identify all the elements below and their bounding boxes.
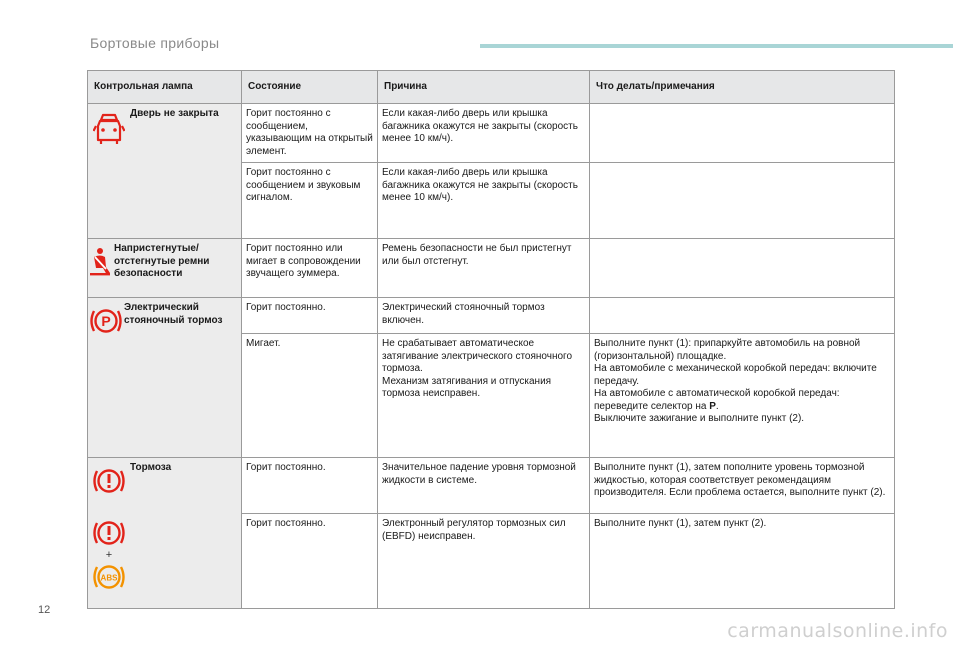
lamp-cell-seatbelt — [88, 239, 242, 298]
action-cell: Выполните пункт (1), затем пополните уровень тормозной жидкостью, которая соответствует рекомендациям производителя. Если проблема остается, выполните пункт (2). — [590, 458, 895, 514]
lamp-name: Тормоза — [130, 462, 172, 473]
column-header: Состояние — [242, 71, 378, 104]
table-row — [88, 239, 895, 298]
watermark: carmanualsonline.info — [727, 620, 948, 642]
seatbelt-icon — [88, 247, 114, 277]
action-cell — [590, 163, 895, 239]
state-cell: Горит постоянно. — [242, 458, 378, 514]
lamp-name: Напристегнутые/отстегнутые ремни безопасности — [114, 243, 210, 279]
state-cell: Горит постоянно с сообщением и звуковым сигналом. — [242, 163, 378, 239]
action-cell: Выполните пункт (1), затем пункт (2). — [590, 514, 895, 609]
action-cell — [590, 334, 895, 458]
cause-cell: Если какая-либо дверь или крышка багажника окажутся не закрыты (скорость менее 10 км/ч). — [378, 163, 590, 239]
action-cell — [590, 239, 895, 298]
lamp-cell-brakes — [88, 458, 242, 609]
lamp-cell-door — [88, 104, 242, 239]
brake-warning-icon — [91, 466, 127, 496]
cause-cell: Если какая-либо дверь или крышка багажника окажутся не закрыты (скорость менее 10 км/ч). — [378, 104, 590, 163]
plus-sign: + — [105, 549, 113, 561]
column-header: Причина — [378, 71, 590, 104]
svg-text:P: P — [101, 313, 111, 329]
state-cell: Горит постоянно. — [242, 514, 378, 609]
cause-cell: Значительное падение уровня тормозной жидкости в системе. — [378, 458, 590, 514]
action-line: Выполните пункт (1): припаркуйте автомобиль на ровной (горизонтальной) площадке. — [594, 338, 861, 362]
selector-suffix: . — [715, 400, 719, 412]
cause-line: Механизм затягивания и отпускания тормоза неисправен. — [382, 375, 552, 399]
action-cell — [590, 104, 895, 163]
selector-text: переведите селектор на — [594, 400, 707, 412]
lamp-name: Дверь не закрыта — [130, 108, 219, 119]
cause-line: Не срабатывает автоматическое затягивание электрического стояночного тормоза. — [382, 338, 573, 374]
column-header: Что делать/примечания — [590, 71, 895, 104]
abs-label: ABS — [100, 573, 118, 583]
action-line — [594, 401, 890, 414]
table-header-row — [88, 71, 895, 104]
action-line: На автомобиле с автоматической коробкой передач: — [594, 388, 840, 399]
abs-icon — [91, 562, 127, 592]
lamp-cell-parking-brake — [88, 298, 242, 458]
section-title: Бортовые приборы — [90, 35, 220, 51]
cause-cell: Электрический стояночный тормоз включен. — [378, 298, 590, 334]
brake-warning-icon — [91, 518, 127, 548]
cause-cell — [378, 334, 590, 458]
parking-brake-icon — [88, 306, 124, 336]
cause-cell: Электронный регулятор тормозных сил (EBFD) неисправен. — [378, 514, 590, 609]
table-row — [88, 298, 895, 334]
lamp-name: Электрический стояночный тормоз — [124, 302, 223, 326]
page-number: 12 — [38, 604, 51, 616]
state-cell: Горит постоянно. — [242, 298, 378, 334]
column-header: Контрольная лампа — [88, 71, 242, 104]
cause-cell: Ремень безопасности не был пристегнут или был отстегнут. — [378, 239, 590, 298]
action-line: На автомобиле с механической коробкой передач: включите передачу. — [594, 363, 877, 387]
state-cell: Горит постоянно с сообщением, указывающим на открытый элемент. — [242, 104, 378, 163]
header-accent-bar — [480, 44, 953, 48]
action-cell — [590, 298, 895, 334]
state-cell: Мигает. — [242, 334, 378, 458]
action-line: Выключите зажигание и выполните пункт (2). — [594, 413, 805, 424]
state-cell: Горит постоянно или мигает в сопровождении звучащего зуммера. — [242, 239, 378, 298]
table-row — [88, 458, 895, 514]
table-row — [88, 104, 895, 163]
selector-value: P — [709, 400, 716, 412]
warning-lamps-table — [87, 70, 895, 609]
door-open-icon — [93, 112, 125, 146]
